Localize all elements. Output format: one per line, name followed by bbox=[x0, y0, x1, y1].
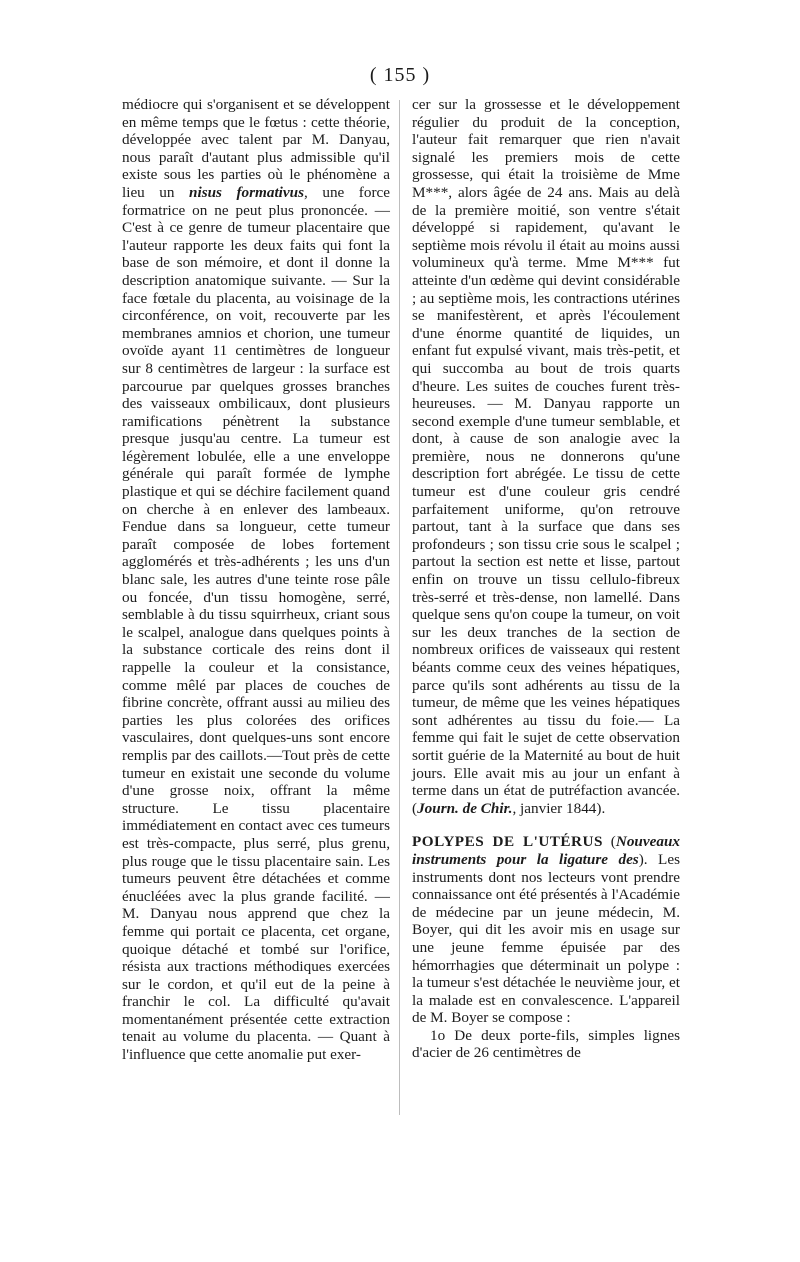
section-heading: POLYPES DE L'UTÉRUS bbox=[412, 833, 603, 851]
section-subtitle: Nouveaux instruments pour la ligature des bbox=[412, 833, 680, 868]
body-text: ). Les instruments dont nos lecteurs vont prendre connaissance ont été présentés à l'Académie de médecine par un jeune médecin, M. Boyer, qui dit les avoir mis en usage sur une jeune femme épuisée par des hémorrhagies que déterminait un polype : la tumeur s'est détachée le neuvième jour, et la malade est en convalescence. L'appareil de M. Boyer se compose : bbox=[412, 850, 680, 1027]
right-column-paragraph bbox=[412, 96, 680, 817]
body-text: cer sur la grossesse et le développement régulier du produit de la conception, l'auteur fait remarquer que rien n'avait signalé les premiers mois de cette grossesse, qui était la troisième de Mme M***, alors âgée de 24 ans. Mais au delà de la première moitié, son ventre s'était développé si rapidement, qu'avant le septième mois révolu il était au moins aussi volumineux qu'à terme. Mme M*** fut atteinte d'un œdème qui devint considérable ; au septième mois, les contractions utérines se manifestèrent, et après l'écoulement d'une énorme quantité de liquides, un enfant fut expulsé vivant, mais très-petit, et qui succomba au bout de trois quarts d'heure. Les suites de couches furent très-heureuses. — M. Danyau rapporte un second exemple d'une tumeur semblable, et dont, à cause de son analogie avec la première, nous ne donnerons qu'une description fort abrégée. Le tissu de cette tumeur est d'une couleur gris cendré parfaitement uniforme, qu'on retrouve partout, tant à la surface que dans ses profondeurs ; son tissu crie sous le scalpel ; partout la section est nette et lisse, partout enfin on trouve un tissu cellulo-fibreux très-serré et très-dense, non lamellé. Dans quelque sens qu'on coupe la tumeur, on voit sur les deux tranches de la section de nombreux orifices de vaisseaux qui restent béants comme ceux des veines hépatiques, parce qu'ils sont adhérents au tissu de la tumeur, de même que les veines hépatiques sont adhérentes au tissu du foie.— La femme qui fait le sujet de cette observation sortit guérie de la Maternité au bout de huit jours. Elle avait mis au jour un enfant à terme dans un état de putréfaction avancée. ( bbox=[412, 96, 680, 817]
section-paragraph bbox=[412, 833, 680, 1027]
left-column-paragraph bbox=[122, 96, 390, 1064]
body-text: , une force formatrice on ne peut plus prononcée. — C'est à ce genre de tumeur placentaire que l'auteur rapporte les deux faits qui font la base de son mémoire, et dont il donne la description anatomique suivante. — Sur la face fœtale du placenta, au voisinage de la circonférence, on voit, recouverte par les membranes amnios et chorion, une tumeur ovoïde ayant 11 centimètres de longueur sur 8 centimètres de largeur : la surface est parcourue par quelques grosses branches des vaisseaux ombilicaux, dont plusieurs ramifications pénètrent la substance presque jusqu'au centre. La tumeur est légèrement lobulée, elle a une enveloppe générale qui paraît formée de lymphe plastique et qui se déchire facilement quand on cherche à en enlever des lambeaux. Fendue dans sa longueur, cette tumeur paraît composée de lobes fortement agglomérés et très-adhérents ; les uns d'un blanc sale, les autres d'une teinte rose pâle ou foncée, d'un tissu homogène, serré, semblable à du tissu squirrheux, criant sous le scalpel, analogue dans quelques points à la substance corticale des reins dont il rappelle la couleur et la consistance, comme mêlé par places de couches de fibrine concrète, offrant aussi au milieu des parties les plus colorées des orifices vasculaires, dont quelques-uns sont encore remplis par des caillots.—Tout près de cette tumeur en existait une seconde du volume d'une grosse noix, offrant la même structure. Le tissu placentaire immédiatement en contact avec ces tumeurs est très-compacte, plus serré, plus grenu, plus rouge que le tissu placentaire sain. Les tumeurs peuvent être détachées et comme énucléées avec la plus grande facilité. — M. Danyau nous apprend que chez la femme qui portait ce placenta, cet organe, quoique détaché et tombé sur l'orifice, résista aux tractions méthodiques exercées sur le cordon, et qu'il eut de la peine à franchir le col. La difficulté qu'avait momentanément présentée cette extraction tenait au volume du placenta. — Quant à l'influence que cette anomalie put exer- bbox=[122, 183, 390, 1064]
body-text: ( bbox=[602, 833, 616, 851]
left-column bbox=[122, 96, 390, 1064]
section-gap bbox=[412, 817, 680, 833]
right-column bbox=[412, 96, 680, 1062]
column-rule bbox=[399, 100, 400, 1115]
citation-title: Journ. de Chir. bbox=[417, 799, 513, 817]
list-item: 1o De deux porte-fils, simples lignes d'acier de 26 centimètres de bbox=[412, 1026, 680, 1062]
body-text: médiocre qui s'organisent et se développent en même temps que le fœtus : cette théorie, développée avec talent par M. Danyau, nous paraît d'autant plus admissible qu'il existe sous les parties où le phénomène a lieu un bbox=[122, 96, 390, 201]
page-number: ( 155 ) bbox=[369, 64, 431, 86]
italic-term: nisus formativus bbox=[189, 183, 305, 201]
citation-date: , janvier 1844). bbox=[512, 799, 606, 817]
